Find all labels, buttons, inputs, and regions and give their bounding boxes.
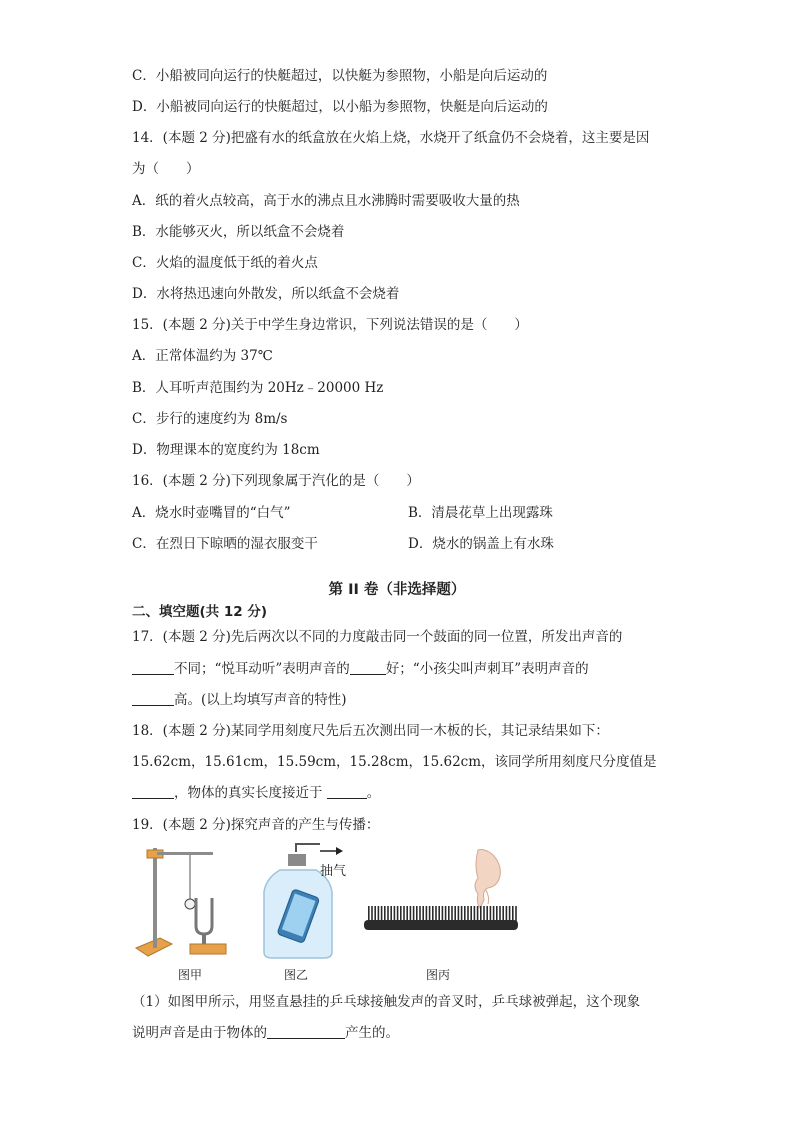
comb-tooth: [499, 906, 501, 922]
comb-tooth: [394, 906, 396, 922]
q14-option-b: B．水能够灭火，所以纸盒不会烧着: [132, 224, 345, 240]
comb-tooth: [467, 906, 469, 922]
section-title: 第 II 卷（非选择题）: [328, 582, 466, 598]
comb-tooth: [509, 906, 511, 922]
comb-tooth: [410, 906, 412, 922]
q19-sub1-line1: （1）如图甲所示，用竖直悬挂的乒乓球接触发声的音叉时，乒乓球被弹起，这个现象: [132, 994, 641, 1010]
q15-option-b: B．人耳听声范围约为 20Hz﹣20000 Hz: [132, 380, 384, 396]
comb-tooth: [506, 906, 508, 922]
comb-tooth: [486, 906, 488, 922]
q16-option-d: D．烧水的锅盖上有水珠: [408, 536, 554, 552]
q18-line3: [132, 783, 380, 803]
comb-tooth: [413, 906, 415, 922]
q14-option-d: D．水将热迅速向外散发，所以纸盒不会烧着: [132, 286, 400, 302]
comb-tooth: [451, 906, 453, 922]
q18-line3-text-a: ，物体的真实长度接近于: [174, 785, 323, 801]
comb-tooth: [496, 906, 498, 922]
comb-tooth: [461, 906, 463, 922]
q16-stem: 16．(本题 2 分)下列现象属于汽化的是（ ）: [132, 473, 420, 489]
q17-line1: 17．(本题 2 分)先后两次以不同的力度敲击同一个鼓面的同一位置，所发出声音的: [132, 629, 623, 645]
comb-tooth: [419, 906, 421, 922]
q14-option-a: A．纸的着火点较高，高于水的沸点且水沸腾时需要吸收大量的热: [132, 193, 520, 209]
q16-option-b: B．清晨花草上出现露珠: [408, 505, 553, 521]
answer-blank[interactable]: [267, 1024, 345, 1039]
arrow-right-icon: [320, 846, 344, 856]
q15-option-c: C．步行的速度约为 8m/s: [132, 411, 288, 427]
q15-stem: 15．(本题 2 分)关于中学生身边常识，下列说法错误的是（ ）: [132, 317, 528, 333]
comb-tooth: [381, 906, 383, 922]
figure-bing-caption: 图丙: [426, 968, 451, 982]
comb-tooth: [438, 906, 440, 922]
figure-jia-tuning-fork-stand: [130, 840, 240, 962]
q18-line2: 15.62cm，15.61cm，15.59cm，15.28cm，15.62cm，该同学所用刻度尺分度值是: [132, 754, 657, 770]
comb-tooth: [458, 906, 460, 922]
q19-sub1-line2: [132, 1023, 399, 1043]
q14-option-c: C．火焰的温度低于纸的着火点: [132, 255, 318, 271]
comb-tooth: [426, 906, 428, 922]
answer-blank[interactable]: [132, 691, 174, 706]
q18-line3-text-b: 。: [366, 785, 381, 801]
figure-yi-caption: 图乙: [284, 968, 309, 982]
figure-bing-comb: [360, 846, 522, 946]
answer-blank[interactable]: [132, 784, 174, 799]
comb-tooth: [464, 906, 466, 922]
figure-jia-caption: 图甲: [178, 968, 203, 982]
comb-tooth: [512, 906, 514, 922]
q13-option-d: D．小船被同向运行的快艇超过，以小船为参照物，快艇是向后运动的: [132, 99, 548, 115]
q18-line1: 18．(本题 2 分)某同学用刻度尺先后五次测出同一木板的长，其记录结果如下：: [132, 723, 609, 739]
comb-tooth: [406, 906, 408, 922]
comb-tooth: [387, 906, 389, 922]
comb-tooth: [435, 906, 437, 922]
comb-tooth: [390, 906, 392, 922]
pump-label: 抽气: [320, 864, 347, 879]
q19-stem: 19．(本题 2 分)探究声音的产生与传播：: [132, 817, 380, 833]
comb-tooth: [474, 906, 476, 922]
comb-tooth: [448, 906, 450, 922]
comb-tooth: [502, 906, 504, 922]
q15-option-a: A．正常体温约为 37℃: [132, 348, 273, 364]
q17-line3-text: 高。(以上均填写声音的特性): [174, 692, 347, 708]
q14-stem-line2: 为（ ）: [132, 161, 200, 177]
comb-tooth: [371, 906, 373, 922]
section-heading: 二、填空题(共 12 分): [132, 604, 268, 620]
comb-tooth: [429, 906, 431, 922]
q19-sub1-line2-text-a: 说明声音是由于物体的: [132, 1025, 267, 1041]
comb-teeth: [368, 906, 517, 922]
comb-tooth: [384, 906, 386, 922]
comb-tooth: [400, 906, 402, 922]
comb-tooth: [403, 906, 405, 922]
comb-tooth: [374, 906, 376, 922]
comb-tooth: [480, 906, 482, 922]
q19-sub1-line2-text-b: 产生的。: [345, 1025, 399, 1041]
q17-line2-text-a: 不同；“悦耳动听”表明声音的: [174, 661, 350, 677]
comb-tooth: [483, 906, 485, 922]
q13-option-c: C．小船被同向运行的快艇超过，以快艇为参照物，小船是向后运动的: [132, 68, 548, 84]
comb-tooth: [493, 906, 495, 922]
comb-tooth: [445, 906, 447, 922]
q17-line2: [132, 659, 589, 679]
comb-tooth: [368, 906, 370, 922]
comb-tooth: [515, 906, 517, 922]
comb-tooth: [416, 906, 418, 922]
comb-tooth: [422, 906, 424, 922]
comb-tooth: [477, 906, 479, 922]
comb-tooth: [490, 906, 492, 922]
comb-tooth: [432, 906, 434, 922]
q14-stem-line1: 14．(本题 2 分)把盛有水的纸盒放在火焰上烧，水烧开了纸盒仍不会烧着，这主要是因: [132, 130, 650, 146]
q17-line3: [132, 690, 347, 710]
answer-blank[interactable]: [327, 784, 367, 799]
q16-option-a: A．烧水时壶嘴冒的“白气”: [132, 505, 291, 521]
comb-tooth: [442, 906, 444, 922]
comb-tooth: [454, 906, 456, 922]
answer-blank[interactable]: [350, 660, 386, 675]
answer-blank[interactable]: [132, 660, 174, 675]
comb-tooth: [378, 906, 380, 922]
q15-option-d: D．物理课本的宽度约为 18cm: [132, 442, 320, 458]
comb-tooth: [397, 906, 399, 922]
q16-option-c: C．在烈日下晾晒的湿衣服变干: [132, 536, 318, 552]
comb-tooth: [470, 906, 472, 922]
q17-line2-text-b: 好；“小孩尖叫声刺耳”表明声音的: [385, 661, 589, 677]
